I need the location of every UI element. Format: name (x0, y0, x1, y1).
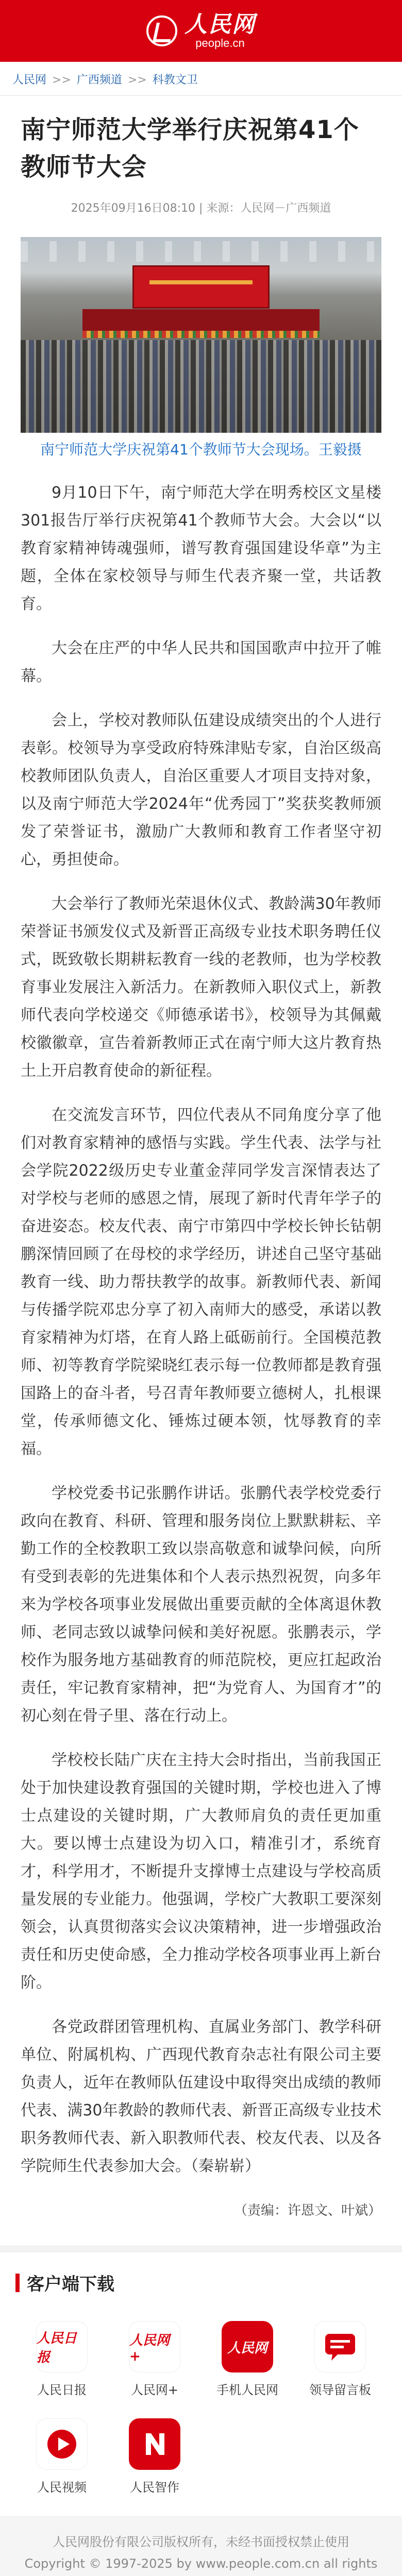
paragraph: 9月10日下午，南宁师范大学在明秀校区文星楼301报告厅举行庆祝第41个教师节大会。大会以“以教育家精神铸魂强师，谱写教育强国建设华章”为主题，全体在家校领导与师生代表齐聚一堂，共话教育。 (21, 484, 381, 613)
download-title: 客户端下载 (27, 2274, 114, 2295)
audience (21, 340, 381, 433)
people-logo[interactable] (146, 12, 256, 49)
copyright-en: Copyright © 1997-2025 by www.people.com.cn all rights (24, 2556, 378, 2571)
app-people-zhizuo[interactable] (108, 2418, 201, 2495)
paragraph: 各党政群团管理机构、直属业务部门、教学科研单位、附属机构、广西现代教育杂志社有限公司主要负责人，近年在教师队伍建设中取得突出成绩的教师代表、满30年教龄的教师代表、新晋正高级专业技术职务教师代表、新入职教师代表、校友代表、以及各学院师生代表参加大会。（秦崭崭） (21, 2018, 381, 2175)
app-renminwang-plus[interactable] (108, 2321, 201, 2398)
app-people-video[interactable] (15, 2418, 108, 2495)
renminwang-plus-icon: 人民网+ (129, 2321, 180, 2372)
download-heading (15, 2270, 387, 2295)
breadcrumb-sep: >> (52, 74, 71, 87)
article (0, 96, 402, 2225)
logo-text (185, 12, 256, 49)
app-download (0, 2252, 402, 2505)
breadcrumb-home[interactable]: 人民网 (12, 74, 47, 87)
paragraph: 学校党委书记张鹏作讲话。张鹏代表学校党委行政向在教育、科研、管理和服务岗位上默默耕耘、辛勤工作的全校教职工致以崇高敬意和诚挚问候，向所有受到表彰的先进集体和个人表示热烈祝贺，向多年来为学校各项事业发展做出重要贡献的全体离退休教师、老同志致以诚挚问候和美好祝愿。张鹏表示，学校作为服务地方基础教育的师范院校，更应扛起政治责任，牢记教育家精神，把“为党育人、为国育才”的初心刻在骨子里、落在行动上。 (21, 1484, 381, 1725)
leader-message-board-icon (314, 2321, 366, 2372)
renminribao-icon: 人民日报 (36, 2321, 88, 2372)
mobile-people-icon: 人民网 (222, 2321, 273, 2372)
paragraph: 学校校长陆广庆在主持大会时指出，当前我国正处于加快建设教育强国的关键时期，学校也进入了博士点建设的关键时期，广大教师肩负的责任更加重大。要以博士点建设为切入口，精准引才，系统育才，科学用才，不断提升支撑博士点建设与学校高质量发展的专业能力。他强调，学校广大教职工要深刻领会，认真贯彻落实会议决策精神，进一步增强政治责任和历史使命感，全力推动学校各项事业再上新台阶。 (21, 1751, 381, 1992)
ceiling-lights (21, 241, 381, 262)
app-name: 人民视频 (37, 2480, 87, 2495)
article-meta (21, 201, 381, 216)
stage-flowers (82, 331, 320, 338)
section-divider (0, 2245, 402, 2252)
app-name: 人民智作 (130, 2480, 179, 2495)
paragraph: 大会举行了教师光荣退休仪式、教龄满30年教师荣誉证书颁发仪式及新晋正高级专业技术职务聘任仪式，既致敬长期耕耘教育一线的老教师，也为学校教育事业发展注入新活力。在新教师入职仪式上，新教师代表向学校递交《师德承诺书》，校领导为其佩戴校徽徽章，宣告着新教师正式在南宁师大这片教育热土上开启教育使命的新征程。 (21, 895, 381, 1080)
site-header (0, 0, 402, 62)
article-source: 来源：人民网－广西频道 (206, 202, 331, 215)
article-date: 2025年09月16日08:10 (71, 202, 195, 215)
app-mobile-people[interactable] (201, 2321, 294, 2398)
stage-screen (134, 267, 268, 307)
breadcrumb-section[interactable]: 科教文卫 (152, 74, 198, 87)
breadcrumb-sep: >> (127, 74, 147, 87)
app-name: 领导留言板 (309, 2383, 371, 2397)
article-editor: （责编：许恩文、叶斌） (233, 2203, 381, 2218)
article-figure (21, 237, 381, 460)
breadcrumb-channel[interactable]: 广西频道 (76, 74, 122, 87)
paragraph: 会上，学校对教师队伍建设成绩突出的个人进行表彰。校领导为享受政府特殊津贴专家，自治区级高校教师团队负责人，自治区重要人才项目支持对象，以及南宁师范大学2024年“优秀园丁”奖获奖教师颁发了荣誉证书，激励广大教师和教育工作者坚守初心，勇担使命。 (21, 711, 381, 869)
app-leader-message-board[interactable] (294, 2321, 387, 2398)
meta-sep: | (198, 202, 207, 215)
stage (82, 309, 320, 334)
paragraph: 大会在庄严的中华人民共和国国歌声中拉开了帷幕。 (21, 639, 381, 685)
app-grid (15, 2321, 387, 2495)
photo-caption: 南宁师范大学庆祝第41个教师节大会现场。王毅摄 (40, 441, 362, 458)
app-name: 手机人民网 (216, 2383, 278, 2397)
app-name: 人民网+ (130, 2383, 179, 2397)
people-zhizuo-icon (129, 2418, 180, 2470)
paragraph: 在交流发言环节，四位代表从不同角度分享了他们对教育家精神的感悟与实践。学生代表、法学与社会学院2022级历史专业董金萍同学发言深情表达了对学校与老师的感恩之情，展现了新时代青年学子的奋进姿态。校友代表、南宁市第四中学校长钟长钻朝鹏深情回顾了在母校的求学经历，讲述自己坚守基础教育一线、助力帮扶教学的故事。新教师代表、新闻与传播学院邓忠分享了初入南师大的感受，承诺以教育家精神为灯塔，在育人路上砥砺前行。全国模范教师、初等教育学院梁晓红表示每一位教师都是教育强国路上的奋斗者，号召青年教师要立德树人，扎根课堂，传承师德文化、锤炼过硬本领，忱辱教育的幸福。 (21, 1106, 381, 1458)
heading-bar (15, 2274, 20, 2292)
article-body (21, 479, 381, 2225)
conference-photo[interactable] (21, 237, 381, 433)
people-video-icon (36, 2418, 88, 2470)
logo-en: people.cn (195, 37, 245, 49)
app-name: 人民日报 (37, 2383, 87, 2397)
copyright-cn: 人民网股份有限公司版权所有，未经书面授权禁止使用 (53, 2535, 349, 2549)
app-renminribao[interactable] (15, 2321, 108, 2398)
people-logo-icon (146, 15, 177, 46)
breadcrumb (0, 62, 402, 96)
article-title: 南宁师范大学举行庆祝第41个教师节大会 (21, 115, 359, 181)
logo-cn: 人民网 (185, 11, 256, 38)
site-footer (0, 2516, 402, 2576)
